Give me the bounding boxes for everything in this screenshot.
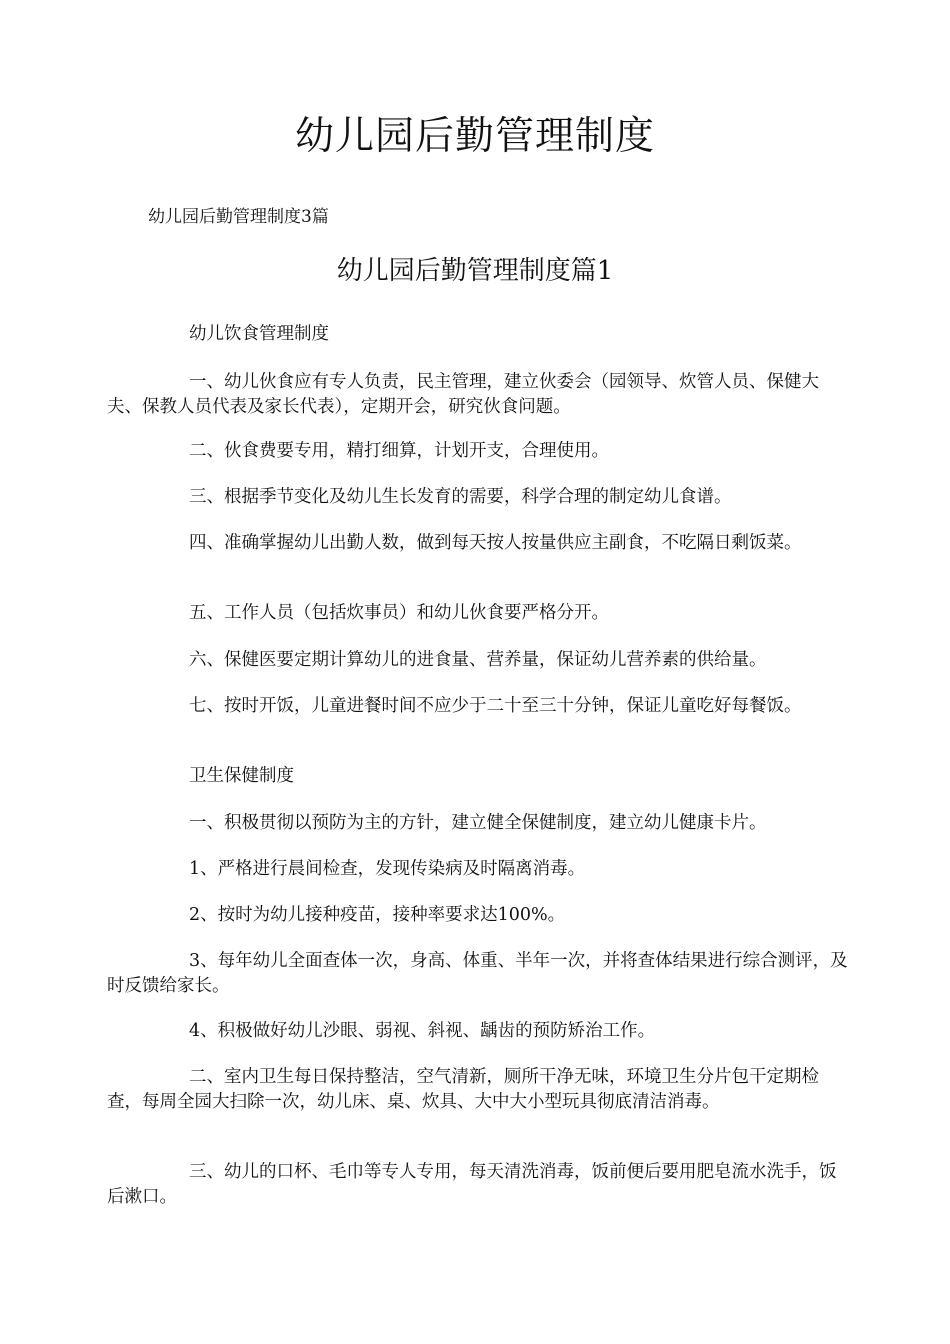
paragraph: 七、按时开饭，儿童进餐时间不应少于二十至三十分钟，保证儿童吃好每餐饭。 — [189, 696, 802, 716]
paragraph: 四、准确掌握幼儿出勤人数，做到每天按人按量供应主副食，不吃隔日剩饭菜。 — [189, 533, 802, 553]
paragraph: 二、伙食费要专用，精打细算，计划开支，合理使用。 — [189, 441, 609, 461]
document-subtitle: 幼儿园后勤管理制度3篇 — [148, 207, 329, 227]
paragraph: 3、每年幼儿全面查体一次，身高、体重、半年一次，并将查体结果进行综合测评，及时反馈给家长。 — [107, 951, 848, 996]
paragraph: 六、保健医要定期计算幼儿的进食量、营养量，保证幼儿营养素的供给量。 — [189, 650, 767, 670]
paragraph: 二、室内卫生每日保持整洁，空气清新，厕所干净无味，环境卫生分片包干定期检查，每周全园大扫除一次，幼儿床、桌、炊具、大中大小型玩具彻底清洁消毒。 — [107, 1067, 819, 1112]
paragraph: 1、严格进行晨间检查，发现传染病及时隔离消毒。 — [189, 859, 586, 879]
paragraph-heading-diet: 幼儿饮食管理制度 — [189, 324, 329, 344]
paragraph: 三、根据季节变化及幼儿生长发育的需要，科学合理的制定幼儿食谱。 — [189, 487, 732, 507]
document-title: 幼儿园后勤管理制度 — [294, 114, 655, 159]
paragraph: 2、按时为幼儿接种疫苗，接种率要求达100%。 — [189, 905, 566, 925]
paragraph-heading-health: 卫生保健制度 — [189, 766, 294, 786]
section-heading: 幼儿园后勤管理制度篇1 — [336, 256, 614, 286]
paragraph: 4、积极做好幼儿沙眼、弱视、斜视、龋齿的预防矫治工作。 — [189, 1021, 656, 1041]
paragraph: 一、幼儿伙食应有专人负责，民主管理，建立伙委会（园领导、炊管人员、保健大夫、保教人员代表及家长代表），定期开会，研究伙食问题。 — [107, 372, 819, 417]
paragraph: 三、幼儿的口杯、毛巾等专人专用，每天清洗消毒，饭前便后要用肥皂流水洗手，饭后漱口。 — [107, 1162, 837, 1207]
paragraph: 五、工作人员（包括炊事员）和幼儿伙食要严格分开。 — [189, 603, 609, 623]
paragraph: 一、积极贯彻以预防为主的方针，建立健全保健制度，建立幼儿健康卡片。 — [189, 813, 767, 833]
